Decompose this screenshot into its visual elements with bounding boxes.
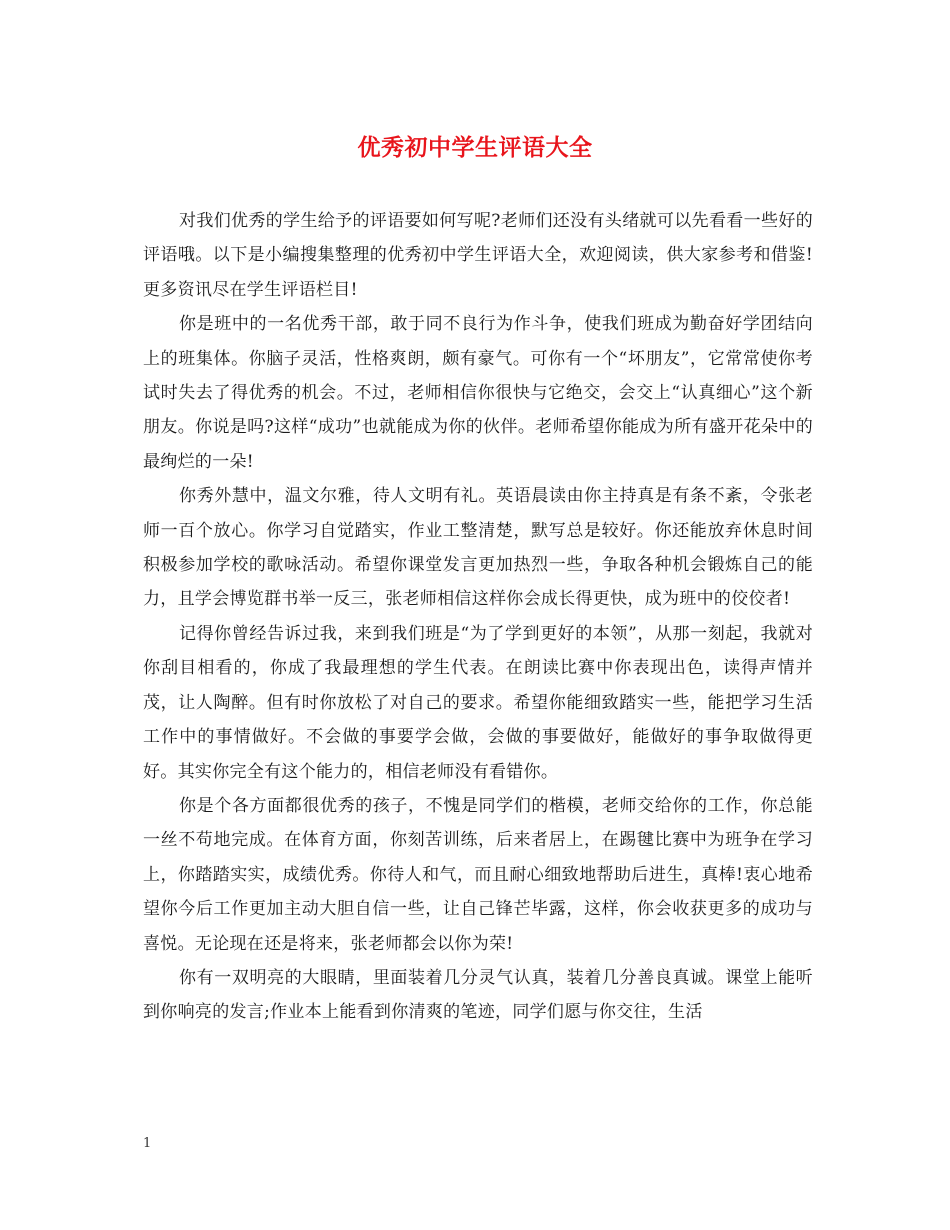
paragraph-comment-4: 你是个各方面都很优秀的孩子，不愧是同学们的楷模，老师交给你的工作，你总能一丝不苟地完成。在体育方面，你刻苦训练，后来者居上，在踢毽比赛中为班争在学习上，你踏踏实实，成绩优秀。你待人和气，而且耐心细致地帮助后进生，真棒!衷心地希望你今后工作更加主动大胆自信一些，让自己锋芒毕露，这样，你会收获更多的成功与喜悦。无论现在还是将来，张老师都会以你为荣! [143, 795, 813, 954]
paragraph-intro: 对我们优秀的学生给予的评语要如何写呢?老师们还没有头绪就可以先看看一些好的评语哦。以下是小编搜集整理的优秀初中学生评语大全，欢迎阅读，供大家参考和借鉴!更多资讯尽在学生评语栏目! [143, 211, 813, 300]
paragraph-comment-3: 记得你曾经告诉过我，来到我们班是“为了学到更好的本领”，从那一刻起，我就对你刮目相看的，你成了我最理想的学生代表。在朗读比赛中你表现出色，读得声情并茂，让人陶醉。但有时你放松了对自己的要求。希望你能细致踏实一些，能把学习生活工作中的事情做好。不会做的事要学会做，会做的事要做好，能做好的事争取做得更好。其实你完全有这个能力的，相信老师没有看错你。 [143, 623, 813, 782]
paragraph-comment-5: 你有一双明亮的大眼睛，里面装着几分灵气认真，装着几分善良真诚。课堂上能听到你响亮的发言;作业本上能看到你清爽的笔迹，同学们愿与你交往，生活 [143, 967, 813, 1023]
page-number: 1 [143, 1136, 152, 1151]
document-body [143, 204, 813, 1030]
paragraph-comment-1: 你是班中的一名优秀干部，敢于同不良行为作斗争，使我们班成为勤奋好学团结向上的班集体。你脑子灵活，性格爽朗，颇有豪气。可你有一个“坏朋友”，它常常使你考试时失去了得优秀的机会。不过，老师相信你很快与它绝交，会交上“认真细心”这个新朋友。你说是吗?这样“成功”也就能成为你的伙伴。老师希望你能成为所有盛开花朵中的最绚烂的一朵! [143, 314, 813, 472]
paragraph-comment-2: 你秀外慧中，温文尔雅，待人文明有礼。英语晨读由你主持真是有条不紊，令张老师一百个放心。你学习自觉踏实，作业工整清楚，默写总是较好。你还能放弃休息时间积极参加学校的歌咏活动。希望你课堂发言更加热烈一些，争取各种机会锻炼自己的能力，且学会博览群书举一反三，张老师相信这样你会成长得更快，成为班中的佼佼者! [143, 486, 813, 610]
document-title: 优秀初中学生评语大全 [357, 134, 593, 161]
